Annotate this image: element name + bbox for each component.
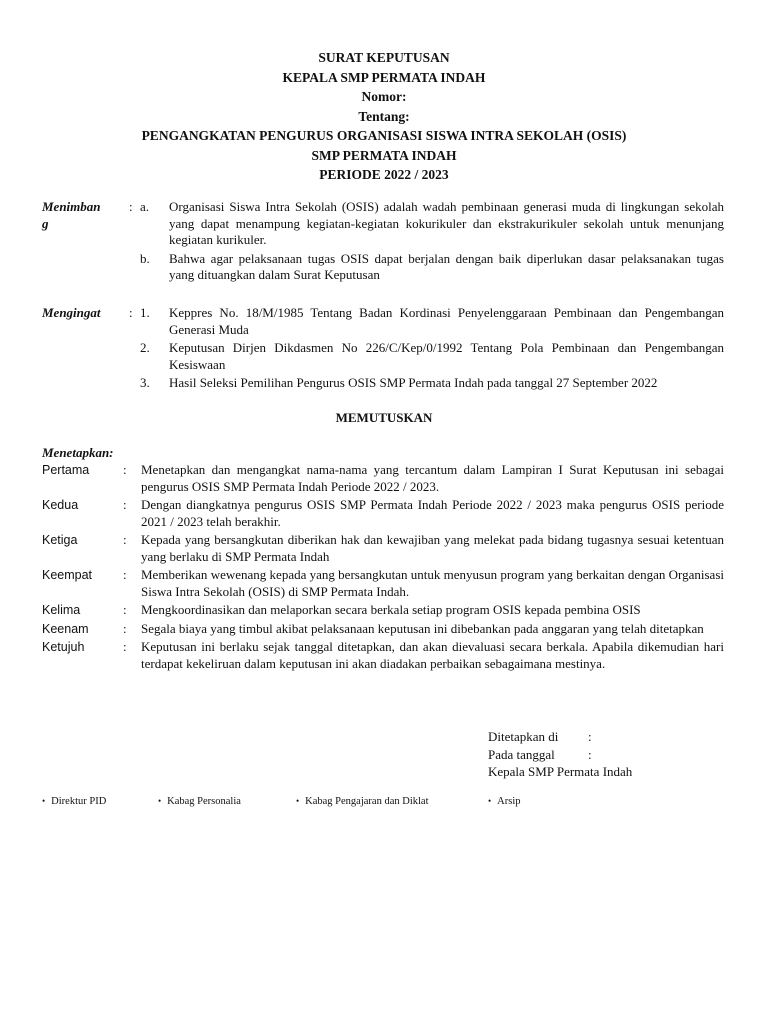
decision-colon: : bbox=[123, 532, 127, 547]
decision-kedua bbox=[42, 497, 728, 530]
signature-title: Kepala SMP Permata Indah bbox=[488, 764, 633, 779]
item-text: Keppres No. 18/M/1985 Tentang Badan Kordinasi Penyelenggaraan Pembinaan dan Pengembangan Generasi Muda bbox=[169, 305, 724, 337]
decision-text: Kepada yang bersangkutan diberikan hak dan kewajiban yang melekat pada bidang tugasnya sesuai ketentuan yang berlaku di SMP Permata Indah bbox=[141, 532, 724, 564]
bullet-icon: • bbox=[488, 796, 492, 806]
mengingat-item-2 bbox=[42, 340, 728, 373]
item-text: Hasil Seleksi Pemilihan Pengurus OSIS SMP Permata Indah pada tanggal 27 September 2022 bbox=[169, 375, 658, 390]
cc-item bbox=[296, 796, 429, 807]
item-marker: 3. bbox=[140, 375, 150, 390]
header-number: Nomor: bbox=[361, 89, 407, 104]
item-text: Organisasi Siswa Intra Sekolah (OSIS) adalah wadah pembinaan generasi muda di lingkungan sekolah yang dapat menampung kegiatan-kegiatan kokurikuler dan ekstrakurikuler sekolah untuk menunjang kegiatan kurikuler. bbox=[169, 199, 724, 247]
decision-colon: : bbox=[123, 462, 127, 477]
decision-ketujuh bbox=[42, 639, 728, 672]
signature-place-label: Ditetapkan di bbox=[488, 729, 559, 744]
item-marker: 1. bbox=[140, 305, 150, 320]
signature-block bbox=[488, 728, 632, 781]
decision-colon: : bbox=[123, 567, 127, 582]
header-issuer: KEPALA SMP PERMATA INDAH bbox=[282, 69, 486, 85]
decision-label: Pertama bbox=[42, 463, 90, 477]
decision-keempat bbox=[42, 567, 728, 600]
header-period: PERIODE 2022 / 2023 bbox=[319, 167, 449, 182]
menimbang-section bbox=[42, 199, 728, 286]
signature-date-row bbox=[488, 746, 632, 764]
decision-label: Keempat bbox=[42, 568, 93, 582]
decision-text: Dengan diangkatnya pengurus OSIS SMP Permata Indah Periode 2022 / 2023 maka pengurus OSIS periode 2021 / 2023 telah berakhir. bbox=[141, 497, 724, 529]
mengingat-item-3 bbox=[42, 375, 728, 392]
decision-text: Segala biaya yang timbul akibat pelaksanaan keputusan ini dibebankan pada anggaran yang telah ditetapkan bbox=[141, 620, 704, 636]
menetapkan-label: Menetapkan: bbox=[42, 445, 114, 460]
cc-item-label: Direktur PID bbox=[51, 796, 107, 807]
memutuskan-heading: MEMUTUSKAN bbox=[335, 410, 433, 425]
decision-ketiga bbox=[42, 532, 728, 565]
document-header bbox=[0, 48, 768, 185]
bullet-icon: • bbox=[42, 796, 46, 806]
cc-item-label: Kabag Personalia bbox=[167, 796, 241, 807]
decision-keenam bbox=[42, 621, 728, 638]
decision-text: Mengkoordinasikan dan melaporkan secara berkala setiap program OSIS kepada pembina OSIS bbox=[141, 602, 641, 617]
decision-label: Ketujuh bbox=[42, 640, 85, 654]
item-marker: 2. bbox=[140, 340, 150, 355]
mengingat-item-1 bbox=[42, 305, 728, 338]
cc-item bbox=[42, 796, 106, 807]
decision-colon: : bbox=[123, 620, 127, 636]
menimbang-item-a bbox=[42, 199, 728, 249]
decision-pertama bbox=[42, 462, 728, 495]
mengingat-label: Mengingat bbox=[42, 305, 101, 320]
cc-item bbox=[158, 796, 241, 807]
header-subject: PENGANGKATAN PENGURUS ORGANISASI SISWA INTRA SEKOLAH (OSIS) bbox=[141, 128, 627, 143]
item-marker: b. bbox=[140, 250, 150, 266]
menimbang-item-b bbox=[42, 251, 728, 284]
decision-kelima bbox=[42, 602, 728, 619]
bullet-icon: • bbox=[296, 796, 300, 806]
decision-colon: : bbox=[123, 639, 127, 654]
signature-place-colon: : bbox=[588, 729, 592, 744]
header-title: SURAT KEPUTUSAN bbox=[318, 50, 450, 65]
menimbang-label-line1: Menimban bbox=[42, 199, 101, 214]
decision-label: Ketiga bbox=[42, 533, 78, 547]
mengingat-section bbox=[42, 305, 728, 394]
mengingat-colon: : bbox=[129, 305, 133, 320]
decision-list bbox=[42, 462, 728, 674]
item-marker: a. bbox=[140, 199, 150, 214]
signature-date-label: Pada tanggal bbox=[488, 746, 555, 762]
decision-label: Keenam bbox=[42, 621, 89, 636]
cc-item-label: Kabag Pengajaran dan Diklat bbox=[305, 796, 429, 807]
menimbang-colon: : bbox=[129, 199, 133, 214]
bullet-icon: • bbox=[158, 796, 162, 806]
menimbang-label-line2: g bbox=[42, 215, 49, 231]
item-text: Keputusan Dirjen Dikdasmen No 226/C/Kep/0/1992 Tentang Pola Pembinaan dan Pengembangan Kesiswaan bbox=[169, 340, 724, 372]
cc-item bbox=[488, 796, 521, 807]
decision-colon: : bbox=[123, 602, 127, 617]
decision-label: Kedua bbox=[42, 498, 79, 512]
item-text: Bahwa agar pelaksanaan tugas OSIS dapat berjalan dengan baik diperlukan dasar pelaksanakan tugas yang dituangkan dalam Surat Keputusan bbox=[169, 250, 724, 282]
decision-label: Kelima bbox=[42, 603, 81, 617]
decision-colon: : bbox=[123, 497, 127, 512]
decision-text: Memberikan wewenang kepada yang bersangkutan untuk menyusun program yang berkaitan dengan Organisasi Siswa Intra Sekolah (OSIS) di SMP Permata Indah. bbox=[141, 567, 724, 599]
decision-text: Menetapkan dan mengangkat nama-nama yang tercantum dalam Lampiran I Surat Keputusan ini sebagai pengurus OSIS SMP Permata Indah Periode 2022 / 2023. bbox=[141, 462, 724, 494]
header-school: SMP PERMATA INDAH bbox=[311, 147, 457, 163]
decision-text: Keputusan ini berlaku sejak tanggal ditetapkan, dan akan dievaluasi secara berkala. Apabila dikemudian hari terdapat kekeliruan dalam keputusan ini akan diadakan perbaikan sebagaimana mestinya. bbox=[141, 639, 724, 671]
header-about: Tentang: bbox=[358, 108, 410, 124]
cc-item-label: Arsip bbox=[497, 796, 521, 807]
signature-date-colon: : bbox=[588, 746, 592, 762]
signature-place-row bbox=[488, 728, 632, 746]
